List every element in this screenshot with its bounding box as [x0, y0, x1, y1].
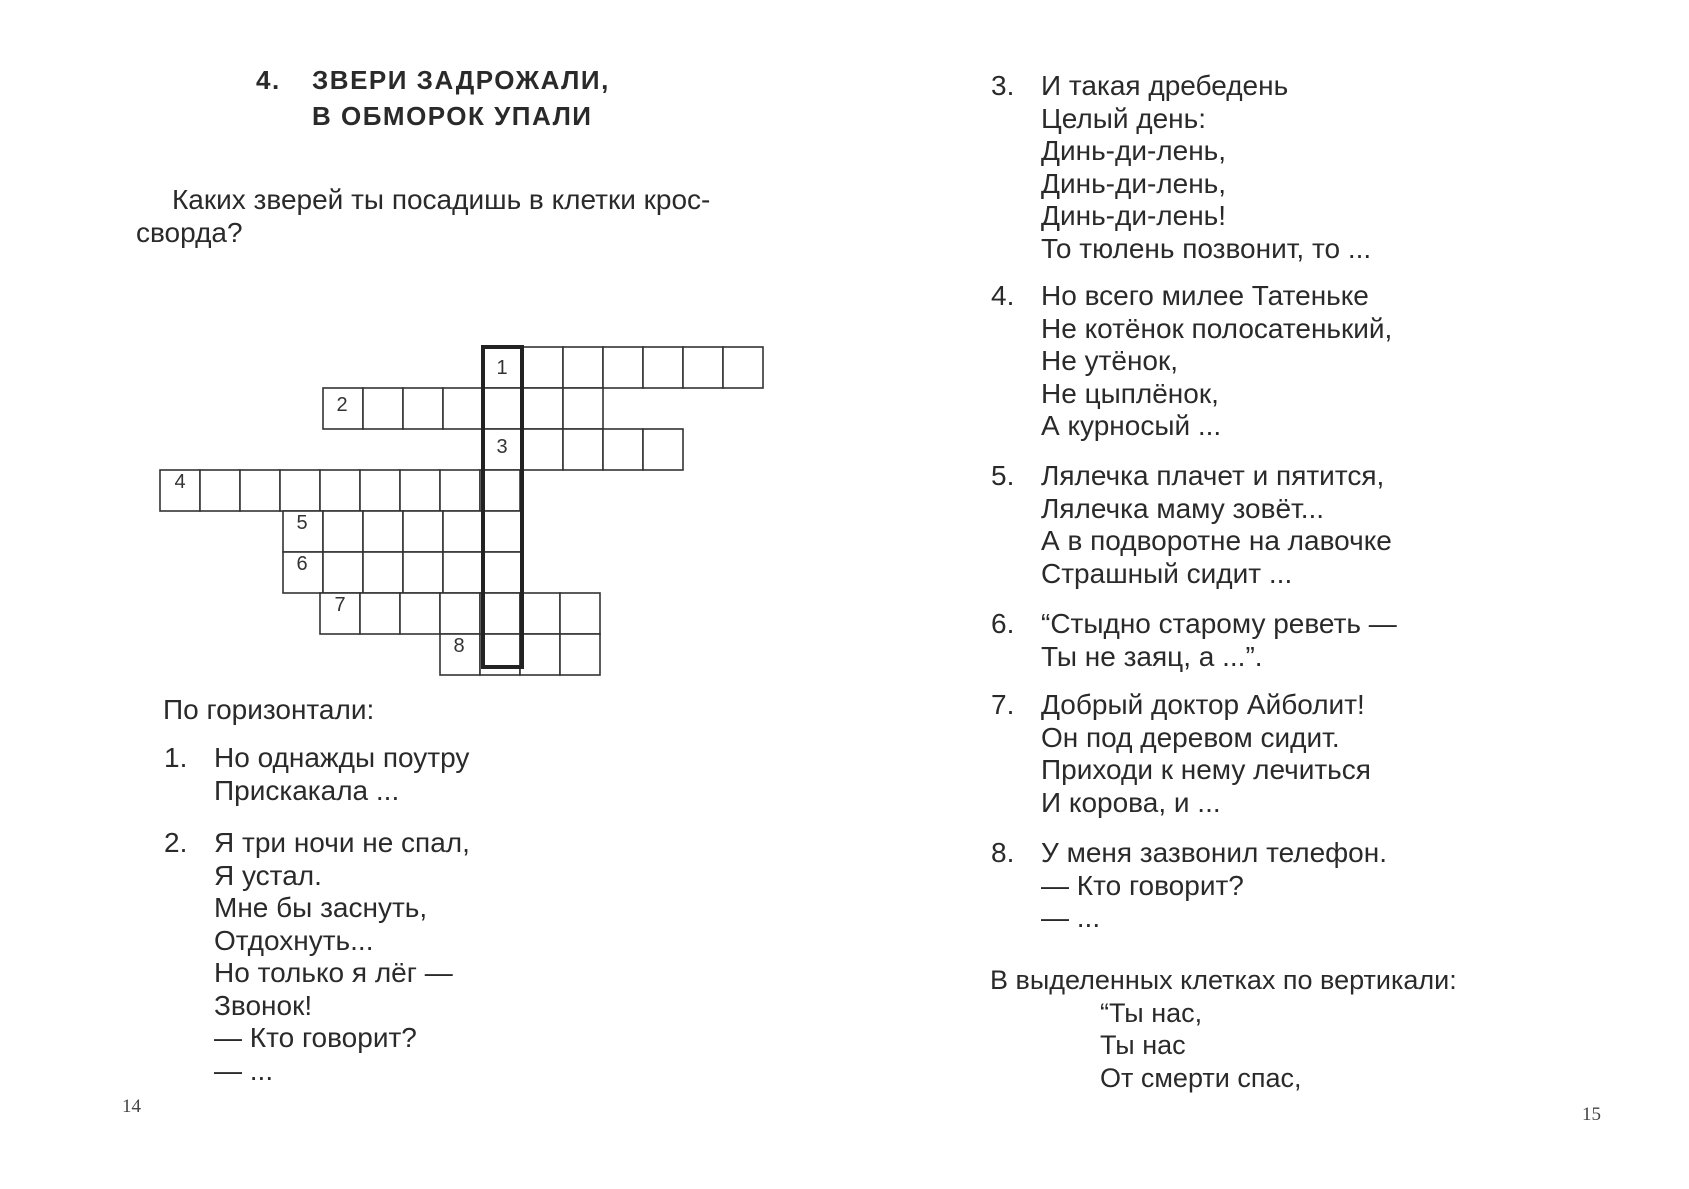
crossword-cell [403, 552, 443, 593]
crossword-grid [0, 0, 844, 700]
clue-line: Отдохнуть... [214, 924, 374, 956]
clue-line: Динь-ди-лень, [1041, 167, 1227, 199]
crossword-cell [483, 511, 523, 552]
title-line-2: В ОБМОРОК УПАЛИ [312, 101, 593, 131]
crossword-cell [643, 347, 683, 388]
crossword-number: 1 [496, 357, 508, 379]
clue-line: Но однажды поутру [214, 742, 470, 773]
crossword-cell [603, 429, 643, 470]
clue-line: Не котёнок полосатенький, [1041, 312, 1393, 344]
crossword-cell [480, 593, 520, 634]
crossword-cell [443, 511, 483, 552]
footer-line: “Ты нас, [1100, 997, 1203, 1028]
crossword-cell [483, 388, 523, 429]
crossword-cell [280, 470, 320, 511]
crossword-number: 3 [496, 436, 508, 458]
clue-number: 3. [991, 70, 1015, 101]
crossword-cell [520, 634, 560, 675]
clue-line: — ... [214, 1054, 274, 1086]
clue-line: И корова, и ... [1041, 786, 1221, 818]
clue-line: А курносый ... [1041, 410, 1222, 441]
crossword-cell [523, 388, 563, 429]
crossword-cell [363, 552, 403, 593]
clue-line: Звонок! [214, 989, 313, 1021]
crossword-cell [363, 511, 403, 552]
crossword-cell [483, 552, 523, 593]
crossword-cell [360, 593, 400, 634]
clue-line: Приходи к нему лечиться [1041, 754, 1371, 785]
title-line-1: ЗВЕРИ ЗАДРОЖАЛИ, [312, 65, 610, 95]
crossword-cell [523, 347, 563, 388]
crossword-cell [363, 388, 403, 429]
crossword-cell [323, 552, 363, 593]
crossword-cell [440, 593, 480, 634]
crossword-cell [563, 388, 603, 429]
page-number: 15 [1582, 1104, 1601, 1125]
crossword-cell [403, 511, 443, 552]
crossword-cell [443, 552, 483, 593]
left-page [0, 0, 844, 1189]
crossword-cell [523, 429, 563, 470]
crossword-cell [563, 429, 603, 470]
clue-line: Мне бы заснуть, [214, 892, 428, 923]
crossword-cell [400, 593, 440, 634]
clue-line: И такая дребедень [1041, 70, 1289, 101]
crossword-cell [360, 470, 400, 511]
clue-line: Я устал. [214, 859, 322, 891]
crossword-number: 5 [296, 512, 308, 534]
crossword-number: 8 [453, 635, 465, 657]
clue-line: Добрый доктор Айболит! [1041, 689, 1365, 720]
clue-line: — Кто говорит? [214, 1022, 417, 1053]
clue-number: 5. [991, 460, 1015, 491]
crossword-number: 4 [174, 471, 186, 493]
clue-number: 7. [991, 689, 1015, 720]
clue-line: Он под деревом сидит. [1041, 721, 1340, 753]
page-number: 14 [122, 1096, 141, 1117]
crossword-number: 2 [336, 394, 348, 416]
clue-line: Ты не заяц, а ...”. [1041, 640, 1263, 672]
crossword-cell [320, 470, 360, 511]
crossword-cell [520, 593, 560, 634]
clue-line: Страшный сидит ... [1041, 557, 1293, 589]
crossword-cell [723, 347, 763, 388]
footer-line: От смерти спас, [1100, 1062, 1302, 1093]
clue-line: “Стыдно старому реветь — [1041, 608, 1397, 639]
clue-line: Прискакала ... [214, 774, 400, 806]
crossword-cell [683, 347, 723, 388]
crossword-cell [403, 388, 443, 429]
clue-line: Но только я лёг — [214, 957, 453, 988]
crossword-cell [603, 347, 643, 388]
clue-line: Но всего милее Татеньке [1041, 280, 1369, 311]
clue-line: Динь-ди-лень! [1041, 200, 1227, 231]
crossword-cell [560, 634, 600, 675]
crossword-cell [323, 511, 363, 552]
footer-label: В выделенных клетках по вертикали: [990, 965, 1457, 995]
footer-line: Ты нас [1100, 1030, 1186, 1060]
crossword-cell [563, 347, 603, 388]
clue-line: Не утёнок, [1041, 345, 1179, 376]
intro-question: Каких зверей ты посадишь в клетки крос- сворда? [136, 184, 711, 248]
crossword-cell [440, 470, 480, 511]
crossword-cell [480, 470, 520, 511]
clue-line: Я три ночи не спал, [214, 827, 470, 858]
clue-line: А в подворотне на лавочке [1041, 525, 1392, 556]
vertical-answer-section [990, 964, 1457, 1094]
clue-line: У меня зазвонил телефон. [1041, 837, 1387, 868]
crossword-cell [400, 470, 440, 511]
clue-line: Динь-ди-лень, [1041, 135, 1227, 166]
clue-line: Лялечка маму зовёт... [1041, 492, 1325, 524]
crossword-cell [200, 470, 240, 511]
clue-number: 2. [164, 827, 188, 858]
clue-number: 6. [991, 608, 1015, 639]
clue-line: Целый день: [1041, 102, 1206, 134]
clue-line: Не цыплёнок, [1041, 377, 1219, 409]
crossword-number: 6 [296, 553, 308, 575]
crossword-number: 7 [334, 594, 346, 616]
crossword-cell [240, 470, 280, 511]
clue-line: — ... [1041, 902, 1101, 933]
crossword-cell [643, 429, 683, 470]
right-page [844, 0, 1689, 1189]
horizontal-label: По горизонтали: [163, 694, 375, 725]
clue-line: Лялечка плачет и пятится, [1041, 460, 1385, 491]
clue-number: 8. [991, 837, 1015, 868]
clue-line: То тюлень позвонит, то ... [1041, 232, 1372, 264]
crossword-cell [443, 388, 483, 429]
clue-number: 1. [164, 742, 188, 773]
clue-number: 4. [991, 280, 1015, 311]
chapter-number: 4. [256, 65, 281, 95]
crossword-cell [560, 593, 600, 634]
clue-line: — Кто говорит? [1041, 869, 1244, 901]
